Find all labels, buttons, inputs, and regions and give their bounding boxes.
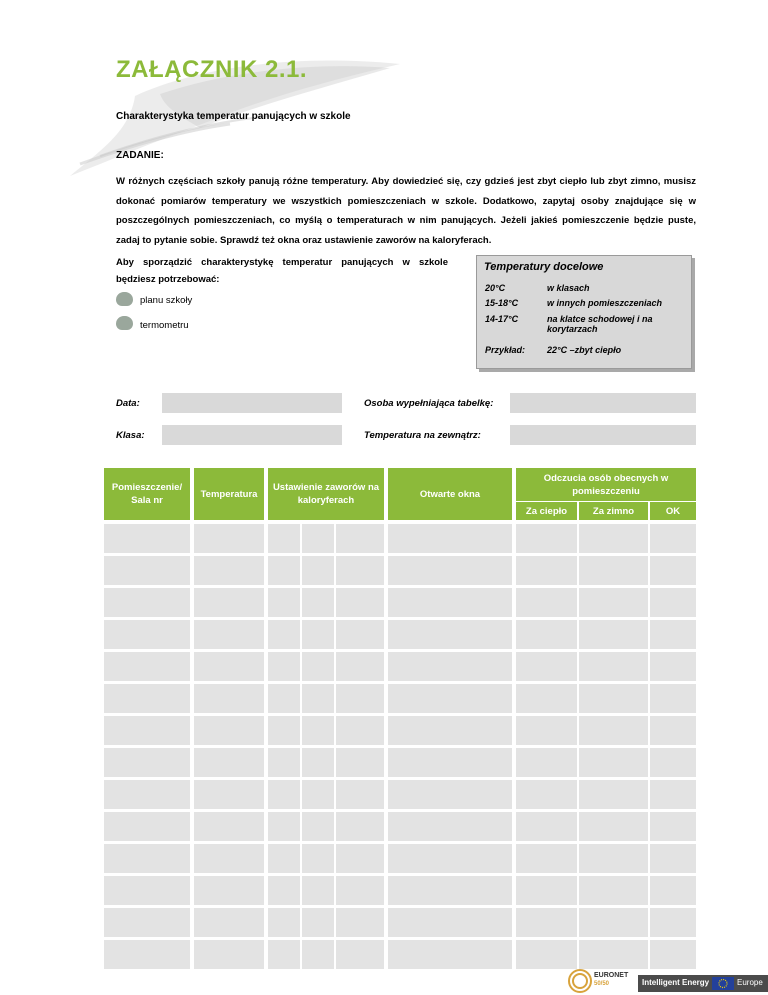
outside-temp-label: Temperatura na zewnątrz: — [364, 430, 481, 441]
table-cell[interactable] — [336, 780, 384, 809]
table-cell[interactable] — [650, 844, 696, 873]
table-cell[interactable] — [104, 876, 190, 905]
euronet-logo-icon — [566, 967, 600, 993]
table-cell[interactable] — [268, 844, 300, 873]
table-cell[interactable] — [336, 524, 384, 553]
table-cell[interactable] — [388, 908, 512, 937]
table-cell[interactable] — [336, 556, 384, 585]
table-cell[interactable] — [104, 748, 190, 777]
table-cell[interactable] — [104, 684, 190, 713]
table-cell[interactable] — [388, 844, 512, 873]
table-cell[interactable] — [302, 844, 334, 873]
table-cell[interactable] — [579, 524, 648, 553]
table-cell[interactable] — [268, 940, 300, 969]
table-cell[interactable] — [336, 684, 384, 713]
table-cell[interactable] — [579, 844, 648, 873]
table-cell[interactable] — [336, 876, 384, 905]
table-cell[interactable] — [388, 812, 512, 841]
table-cell[interactable] — [336, 748, 384, 777]
target-temperatures-box — [476, 255, 692, 369]
header-room: Pomieszczenie/ Sala nr — [104, 468, 190, 520]
table-cell[interactable] — [336, 620, 384, 649]
table-cell[interactable] — [516, 620, 577, 649]
table-cell[interactable] — [194, 620, 264, 649]
page-title: ZAŁĄCZNIK 2.1. — [116, 56, 308, 83]
table-cell[interactable] — [336, 908, 384, 937]
table-cell[interactable] — [268, 652, 300, 681]
table-cell[interactable] — [194, 844, 264, 873]
table-cell[interactable] — [268, 812, 300, 841]
table-cell[interactable] — [650, 588, 696, 617]
table-cell[interactable] — [302, 940, 334, 969]
page-subtitle: Charakterystyka temperatur panujących w szkole — [116, 111, 351, 122]
intelligent-energy-banner — [638, 975, 768, 992]
table-cell[interactable] — [388, 588, 512, 617]
header-feelings: Odczucia osób obecnych w pomieszczeniu — [516, 468, 696, 501]
table-cell[interactable] — [516, 588, 577, 617]
table-cell[interactable] — [268, 588, 300, 617]
table-cell[interactable] — [104, 556, 190, 585]
table-cell[interactable] — [516, 876, 577, 905]
table-cell[interactable] — [579, 556, 648, 585]
table-cell[interactable] — [104, 844, 190, 873]
table-cell[interactable] — [268, 780, 300, 809]
table-cell[interactable] — [104, 620, 190, 649]
target-temp-value: 15-18°C — [485, 298, 519, 308]
header-temperature: Temperatura — [194, 468, 264, 520]
table-cell[interactable] — [104, 716, 190, 745]
table-cell[interactable] — [194, 908, 264, 937]
table-cell[interactable] — [194, 780, 264, 809]
table-cell[interactable] — [579, 620, 648, 649]
table-cell[interactable] — [194, 748, 264, 777]
table-cell[interactable] — [650, 684, 696, 713]
table-cell[interactable] — [516, 684, 577, 713]
table-cell[interactable] — [650, 652, 696, 681]
example-value: 22°C –zbyt ciepło — [547, 345, 622, 355]
table-cell[interactable] — [388, 652, 512, 681]
target-temp-row — [485, 283, 590, 293]
table-cell[interactable] — [302, 908, 334, 937]
table-cell[interactable] — [194, 940, 264, 969]
table-cell[interactable] — [516, 780, 577, 809]
table-cell[interactable] — [388, 876, 512, 905]
table-cell[interactable] — [194, 812, 264, 841]
table-cell[interactable] — [194, 876, 264, 905]
table-cell[interactable] — [650, 716, 696, 745]
table-cell[interactable] — [268, 876, 300, 905]
table-cell[interactable] — [194, 684, 264, 713]
table-cell[interactable] — [388, 716, 512, 745]
table-cell[interactable] — [516, 524, 577, 553]
leaf-bullet-icon — [116, 316, 133, 330]
table-cell[interactable] — [268, 556, 300, 585]
table-cell[interactable] — [194, 524, 264, 553]
table-cell[interactable] — [268, 748, 300, 777]
table-cell[interactable] — [650, 876, 696, 905]
table-cell[interactable] — [104, 780, 190, 809]
table-cell[interactable] — [336, 588, 384, 617]
header-ok: OK — [650, 502, 696, 520]
table-cell[interactable] — [516, 812, 577, 841]
table-cell[interactable] — [104, 908, 190, 937]
table-cell[interactable] — [302, 812, 334, 841]
leaf-bullet-icon — [116, 292, 133, 306]
table-cell[interactable] — [650, 780, 696, 809]
table-cell[interactable] — [579, 748, 648, 777]
table-cell[interactable] — [336, 812, 384, 841]
header-too-hot: Za ciepło — [516, 502, 577, 520]
table-cell[interactable] — [650, 620, 696, 649]
table-cell[interactable] — [104, 812, 190, 841]
table-cell[interactable] — [336, 844, 384, 873]
table-cell[interactable] — [650, 524, 696, 553]
target-temp-value: 20°C — [485, 283, 506, 293]
class-label: Klasa: — [116, 430, 145, 441]
table-cell[interactable] — [268, 524, 300, 553]
table-cell[interactable] — [268, 684, 300, 713]
table-cell[interactable] — [579, 908, 648, 937]
table-cell[interactable] — [302, 588, 334, 617]
table-cell[interactable] — [388, 556, 512, 585]
table-cell[interactable] — [194, 716, 264, 745]
table-cell[interactable] — [194, 556, 264, 585]
table-cell[interactable] — [650, 812, 696, 841]
table-cell[interactable] — [516, 748, 577, 777]
table-cell[interactable] — [579, 940, 648, 969]
table-cell[interactable] — [302, 684, 334, 713]
table-cell[interactable] — [194, 588, 264, 617]
person-field[interactable] — [510, 393, 696, 413]
table-cell[interactable] — [579, 588, 648, 617]
table-cell[interactable] — [302, 524, 334, 553]
person-label: Osoba wypełniająca tabelkę: — [364, 398, 494, 409]
class-field[interactable] — [162, 425, 342, 445]
table-cell[interactable] — [194, 652, 264, 681]
outside-temp-field[interactable] — [510, 425, 696, 445]
table-cell[interactable] — [650, 908, 696, 937]
table-cell[interactable] — [579, 716, 648, 745]
header-windows: Otwarte okna — [388, 468, 512, 520]
date-label: Data: — [116, 398, 140, 409]
table-cell[interactable] — [516, 716, 577, 745]
example-label: Przykład: — [485, 345, 526, 355]
table-cell[interactable] — [579, 812, 648, 841]
table-cell[interactable] — [579, 876, 648, 905]
table-cell[interactable] — [302, 780, 334, 809]
table-cell[interactable] — [650, 940, 696, 969]
table-cell[interactable] — [516, 844, 577, 873]
table-cell[interactable] — [388, 748, 512, 777]
table-cell[interactable] — [388, 524, 512, 553]
europe-label: Europe — [737, 978, 763, 987]
table-cell[interactable] — [302, 556, 334, 585]
table-cell[interactable] — [336, 652, 384, 681]
target-temperatures-heading: Temperatury docelowe — [484, 261, 604, 273]
target-temp-desc: na klatce schodowej i na korytarzach — [547, 314, 653, 334]
table-cell[interactable] — [388, 940, 512, 969]
table-cell[interactable] — [302, 748, 334, 777]
table-cell[interactable] — [516, 556, 577, 585]
eu-flag-icon — [712, 977, 734, 990]
supply-item: termometru — [140, 320, 189, 331]
table-cell[interactable] — [302, 652, 334, 681]
table-cell[interactable] — [516, 652, 577, 681]
table-cell[interactable] — [268, 716, 300, 745]
supply-item: planu szkoły — [140, 295, 193, 306]
table-cell[interactable] — [268, 620, 300, 649]
table-cell[interactable] — [579, 652, 648, 681]
table-cell[interactable] — [388, 780, 512, 809]
target-temp-example — [485, 345, 622, 355]
supplies-intro: Aby sporządzić charakterystykę temperatur panujących w szkole będziesz potrzebować: — [116, 257, 448, 285]
table-cell[interactable] — [388, 620, 512, 649]
table-cell[interactable] — [302, 716, 334, 745]
table-cell[interactable] — [104, 652, 190, 681]
target-temp-desc: w klasach — [547, 283, 590, 293]
table-cell[interactable] — [650, 556, 696, 585]
euronet-brand: EURONET — [594, 972, 629, 979]
euronet-sub: 50/50 — [594, 981, 610, 987]
table-cell[interactable] — [268, 908, 300, 937]
table-cell[interactable] — [579, 684, 648, 713]
table-cell[interactable] — [336, 940, 384, 969]
table-cell[interactable] — [104, 940, 190, 969]
task-paragraph: W różnych częściach szkoły panują różne temperatury. Aby dowiedzieć się, czy gdzieś jest zbyt ciepło lub zbyt zimno, musisz dokonać pomiarów temperatury we wszystkich pomieszczeniach w szkole. Dodatkowo, zapytaj osoby znajdujące się w poszczególnych pomieszczeniach, co myślą o temperaturach w nim panujących. Jeżeli jakieś pomieszczenie będzie puste, zadaj to pytanie sobie. Sprawdź też okna oraz ustawienie zaworów na kaloryferach. — [116, 176, 696, 246]
table-cell[interactable] — [516, 908, 577, 937]
task-heading: ZADANIE: — [116, 150, 164, 161]
header-too-cold: Za zimno — [579, 502, 648, 520]
target-temp-row — [485, 314, 653, 334]
table-cell[interactable] — [516, 940, 577, 969]
table-cell[interactable] — [650, 748, 696, 777]
table-cell[interactable] — [336, 716, 384, 745]
target-temp-desc: w innych pomieszczeniach — [547, 298, 663, 308]
table-cell[interactable] — [302, 876, 334, 905]
date-field[interactable] — [162, 393, 342, 413]
table-cell[interactable] — [388, 684, 512, 713]
table-cell[interactable] — [104, 524, 190, 553]
table-cell[interactable] — [302, 620, 334, 649]
target-temp-row — [485, 298, 663, 308]
target-temp-value: 14-17°C — [485, 314, 519, 324]
intelligent-energy-label: Intelligent Energy — [642, 978, 710, 987]
header-valves: Ustawienie zaworów na kaloryferach — [268, 468, 384, 520]
table-cell[interactable] — [104, 588, 190, 617]
table-cell[interactable] — [579, 780, 648, 809]
